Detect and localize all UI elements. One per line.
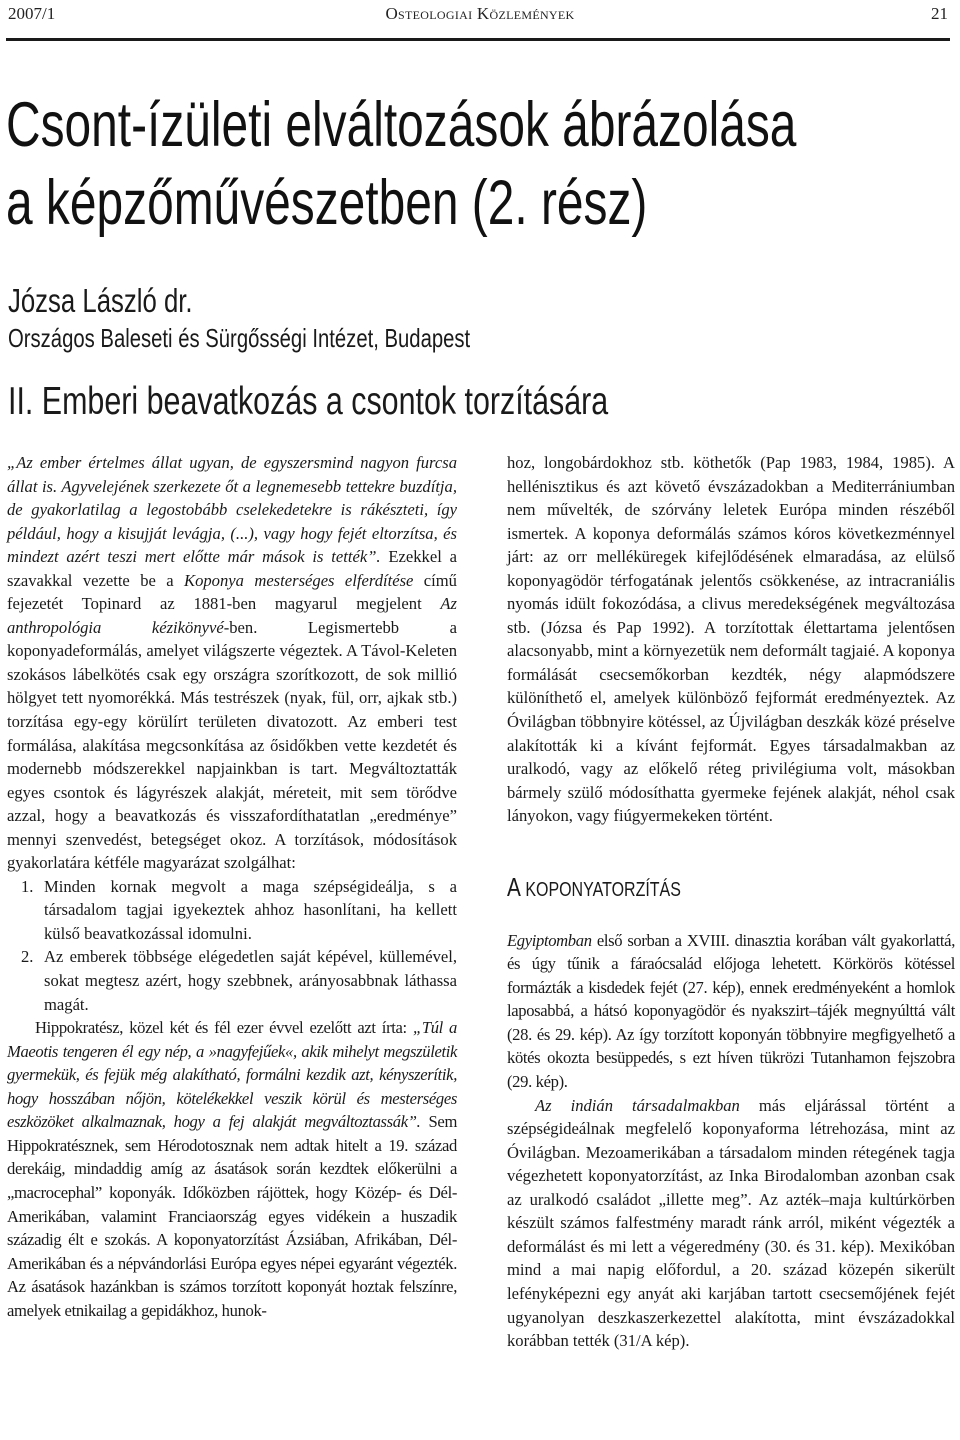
article-title	[6, 86, 797, 242]
right-column	[507, 451, 955, 1353]
subsection-rest: KOPONYATORZÍTÁS	[520, 878, 681, 901]
journal-name: Osteologiai Közlemények	[385, 4, 575, 23]
book-title-1: Koponya mesterséges elferdítése	[184, 570, 414, 590]
list-text: Az emberek többsége elégedetlen saját képével, küllemével, sokat megtesz azért, hogy szebbnek, arányosabbnak láthassa magát.	[44, 947, 457, 1014]
continuation-paragraph: hoz, longobárdokhoz stb. köthetők (Pap 1983, 1984, 1985). A hellénisztikus és azt követő évszázadokban a Mediterrániumban nem művelték, de szórvány leletek Európa minden részéből ismertek. A koponya deformálás számos kóros következménnyel járt: az orr melléküregek kifejlődésének elmaradása, az elülső koponyagödör térfogatának jelentős csökkenése, az intracraniális nyomás idült fokozódása, a clivus meredekségének megváltozása stb. (Józsa és Pap 1992). A torzítottak élettartama jelentősen alacsonyabb, mint a környezetük nem deformált tagjaié. A koponya formálását csecsemőkorban kezdték, négy alapmódszere különíthető el, amelyek különböző fejformát eredményeztek. Az Óvilágban többnyire kötéssel, az Újvilágban deszkák közé préselve alakították ki a kívánt fejformát. Egyes társadalmakban az uralkodó, vagy az előkelő réteg privilégiuma volt, másokban bármely szülő módosíthatta gyermeke fejének alakját, néhol csak lányokon, vagy fiúgyermekeken történt.	[507, 453, 955, 826]
hippocrates-quote: „Túl a Maeotis tengeren él egy nép, a »nagyfejűek«, akik mihelyt megszületik gyermekük, és fejük még alakítható, formálni kezdik azt, kényszerítik, hogy hosszában nőjön, kötelékekkel veszik körül és mesterséges eszközöket alkalmaznak, hogy a fej alakját megváltoztassák”.	[7, 1018, 457, 1132]
intro-text-b: című fejezetét Topinard az 1881-ben magyarul megjelent	[7, 570, 457, 614]
list-number: 2.	[21, 947, 34, 967]
reasons-list	[7, 875, 457, 1016]
title-line-1: Csont-ízületi elváltozások ábrázolása	[6, 90, 797, 160]
title-line-2: a képzőművészetben (2. rész)	[6, 168, 648, 238]
indian-paragraph	[507, 1094, 955, 1353]
opening-quote: „Az ember értelmes állat ugyan, de egyszersmind nagyon furcsa állat is. Agyvelejének szerkezete őt a legnemesebb tettekre buzdítja, de gyakorlatilag a legostobább cselekedetekre is rákészteti, így például, hogy a kisujját levágja, (...), vagy hogy fejét eltorzítsa, és mindezt azért teszi mert előtte már mások is tették”.	[7, 453, 457, 567]
list-item	[7, 875, 457, 946]
intro-paragraph	[7, 451, 457, 875]
intro-text-c: -ben. Legismertebb a koponyadeformálás, amelyet világszerte végeztek. A Távol-Keleten szokásos lábelkötés csak egy országra szorítkozott, de sok millió hölgyet tett nyomorékká. Más testrészek (nyak, fül, orr, ajkak stb.) torzítása egy-egy körülírt területen divatozott. Az emberi test formálása, alakítása megcsonkítása az ősidőkben vette kezdetét és modernebb módszerekkel napjainkban is tart. Megváltoztatták egyes csontok és lágyrészek alakját, méreteit, mit sem törődve azzal, hogy a beavatkozás és visszafordíthatatlan „eredménye” mennyi szenvedést, betegséget okoz. A torzítások, módosítások gyakorlatára kétféle magyarázat szolgálhat:	[7, 617, 457, 873]
intro-text-a: Ezekkel a szavakkal vezette be a	[7, 547, 457, 590]
subsection-heading	[507, 870, 865, 907]
list-number: 1.	[21, 876, 34, 896]
header-rule	[6, 38, 950, 41]
egypt-paragraph	[507, 929, 955, 1094]
egypt-term: Egyiptomban	[507, 930, 592, 950]
book-title-2: Az anthropológia kézikönyvé	[7, 594, 457, 637]
left-column	[7, 451, 457, 1322]
running-header	[0, 0, 960, 40]
hippocrates-paragraph	[7, 1016, 457, 1322]
indian-text: más eljárással történt a szépségideálnak megfelelő koponyaforma létrehozása, mint az Óvilágban. Mezoamerikában a társadalom minden rétegének tagja végezhetett koponyatorzítást, az Inka Birodalomban azonban csak az uralkodó családot „illette meg”. Az azték–maja kultúrkörben készült számos falfestmény maradt ránk arról, miként végezték a deformálást és mi lett a végeredmény (30. és 31. kép). Mexikóban mind a mai napig előfordul, a 20. század közepén sikerült lefényképezni egy anyát aki karjában tartott csecsemőjének fejét ugyanolyan deszkaszerkezettel alakította, mint évszázadokkal korábban tették (31/A kép).	[507, 1095, 955, 1351]
hippocrates-text: Sem Hippokratésznek, sem Hérodotosznak nem adtak hitelt a 19. század derekáig, mindaddig amíg az ásatások során kezdtek előkerülni a „macrocephal” koponyák. Időközben rájöttek, hogy Közép- és Dél-Amerikában, valamint Franciaország egyes vidékein a huszadik századig élt e szokás. A koponyatorzítást Ázsiában, Afrikában, Dél-Amerikában és a népvándorlási Európa egyes népei egyaránt végezték. Az ásatások hazánkban is számos torzított koponyát hoztak felszínre, amelyek etnikailag a gepidákhoz, hunok-	[7, 1112, 458, 1320]
list-item	[7, 945, 457, 1016]
list-text: Minden kornak megvolt a maga szépségideálja, s a társadalom tagjai igyekeztek ahhoz hasonlítani, ha kellett külső beavatkozással idomulni.	[44, 876, 457, 943]
subsection-initial: A	[507, 871, 521, 902]
indian-term: Az indián társadalmakban	[535, 1095, 740, 1115]
author: Józsa László dr.	[8, 282, 193, 319]
page-number: 21	[931, 4, 948, 23]
hippocrates-intro: Hippokratész, közel két és fél ezer évvel ezelőtt azt írta:	[35, 1018, 413, 1038]
affiliation: Országos Baleseti és Sürgősségi Intézet, Budapest	[8, 323, 471, 353]
section-heading: II. Emberi beavatkozás a csontok torzítására	[8, 380, 609, 423]
issue-number: 2007/1	[8, 4, 56, 23]
egypt-text: első sorban a XVIII. dinasztia korában vált gyakorlattá, és úgy tűnik a fáraócsalád előjoga lehetett. Körkörös kötéssel formázták a kisdedek fejét (27. kép), ennek eredményeként a homlok laposabbá, a hátsó koponyagödör és nyakszirt–tájék megnyúlttá vált (28. és 29. kép). Az így torzított koponyán többnyire megfigyelhető a kötés okozta besüppedés, s ezt híven tükrözi Tutanhamon fejszobra (29. kép).	[507, 930, 955, 1092]
